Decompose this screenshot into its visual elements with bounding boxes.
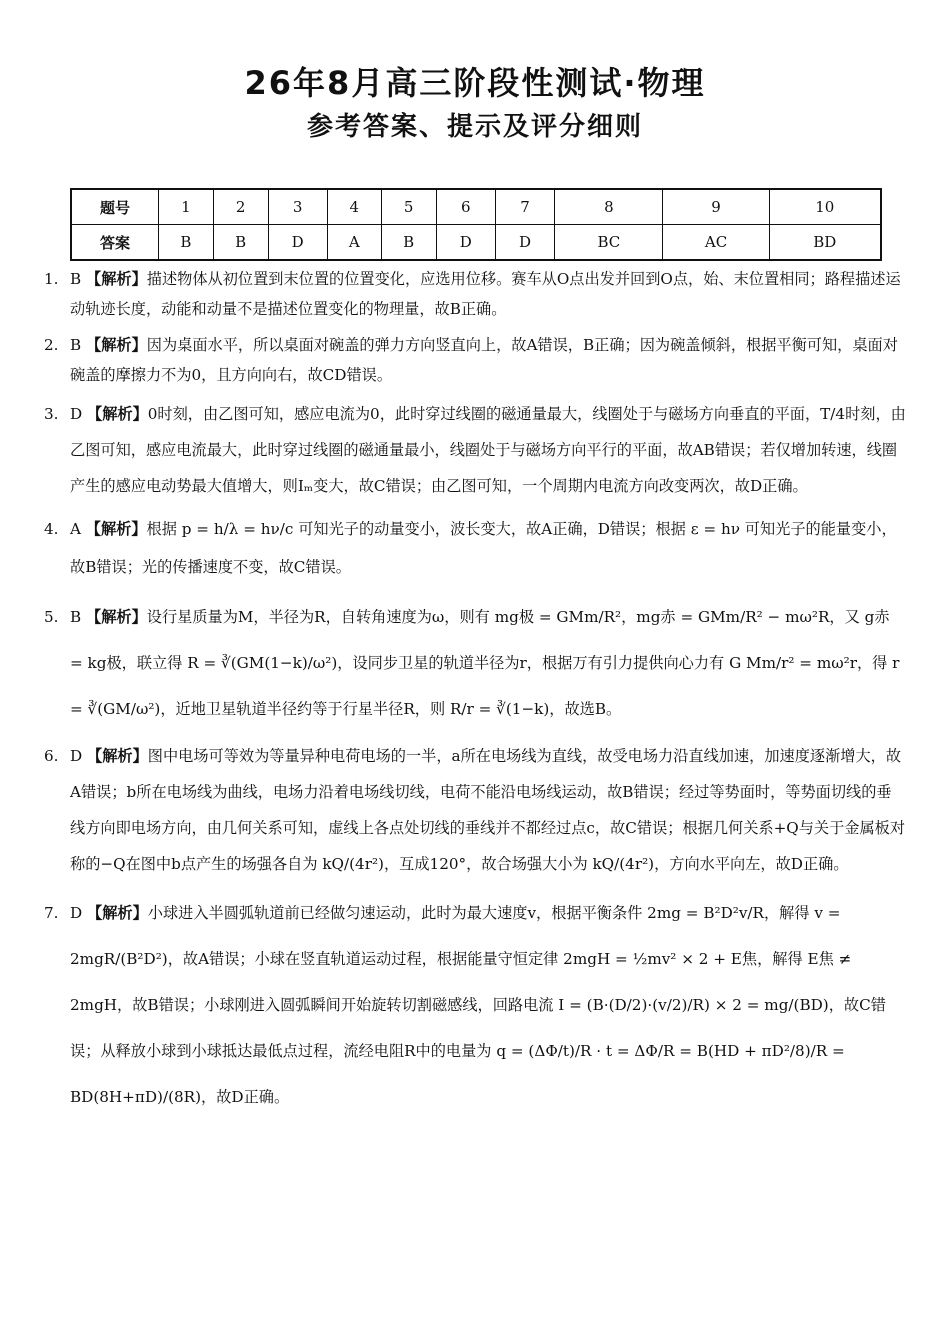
- item-answer: B: [70, 270, 82, 288]
- item-number: 4.: [44, 520, 59, 538]
- item-number: 5.: [44, 608, 59, 626]
- item-number: 3.: [44, 405, 59, 423]
- table-cell-number: 8: [555, 189, 663, 225]
- solution-item-3: [44, 396, 906, 504]
- table-header-number: 题号: [71, 189, 159, 225]
- item-number: 6.: [44, 747, 59, 765]
- solution-item-1: [44, 264, 906, 324]
- table-cell-number: 10: [769, 189, 881, 225]
- item-answer: D: [70, 904, 83, 922]
- item-number: 1.: [44, 270, 59, 288]
- analysis-tag: 【解析】: [87, 405, 148, 423]
- item-answer: D: [70, 747, 83, 765]
- solution-item-5: [44, 594, 906, 732]
- table-cell-answer: B: [159, 225, 214, 261]
- item-text: 根据 p = h/λ = hν/c 可知光子的动量变小，波长变大，故A正确，D错误；根据 ε = hν 可知光子的能量变小，故B错误；光的传播速度不变，故C错误。: [70, 520, 897, 576]
- answer-table-row-answers: [71, 225, 881, 261]
- page-title: 26年8月高三阶段性测试·物理: [244, 64, 706, 102]
- item-answer: D: [70, 405, 83, 423]
- answer-table-row-numbers: [71, 189, 881, 225]
- item-answer: A: [70, 520, 81, 538]
- item-answer: B: [70, 608, 82, 626]
- solution-item-4: [44, 510, 906, 586]
- table-cell-answer: B: [213, 225, 268, 261]
- item-text: 小球进入半圆弧轨道前已经做匀速运动，此时为最大速度v，根据平衡条件 2mg = B²D²v/R，解得 v = 2mgR/(B²D²)，故A错误；小球在竖直轨道运动过程，根据能量守恒定律 2mgH = ½mv² × 2 + E焦，解得 E焦 ≠ 2mgH，故B错误；小球刚进入圆弧瞬间开始旋转切割磁感线，回路电流 I = (B·(D/2)·(v/2)/R) × 2 = mg/(BD)，故C错误；从释放小球到小球抵达最低点过程，流经电阻R中的电量为 q = (ΔΦ/t)/R · t = ΔΦ/R = B(HD + πD²/8)/R = BD(8H+πD)/(8R)，故D正确。: [70, 904, 886, 1106]
- item-text: 图中电场可等效为等量异种电荷电场的一半，a所在电场线为直线，故受电场力沿直线加速，加速度逐渐增大，故A错误；b所在电场线为曲线，电场力沿着电场线切线，电荷不能沿电场线运动，故B错误；经过等势面时，等势面切线的垂线方向即电场方向，由几何关系可知，虚线上各点处切线的垂线并不都经过点c，故C错误；根据几何关系+Q与关于金属板对称的−Q在图中b点产生的场强各自为 kQ/(4r²)，互成120°，故合场强大小为 kQ/(4r²)，方向水平向左，故D正确。: [70, 747, 906, 873]
- analysis-tag: 【解析】: [87, 904, 148, 922]
- item-number: 7.: [44, 904, 59, 922]
- item-text: 0时刻，由乙图可知，感应电流为0，此时穿过线圈的磁通量最大，线圈处于与磁场方向垂直的平面，T/4时刻，由乙图可知，感应电流最大，此时穿过线圈的磁通量最小，线圈处于与磁场方向平行的平面，故AB错误；若仅增加转速，线圈产生的感应电动势最大值增大，则Iₘ变大，故C错误；由乙图可知，一个周期内电流方向改变两次，故D正确。: [70, 405, 906, 495]
- table-cell-number: 5: [381, 189, 436, 225]
- table-cell-answer: BD: [769, 225, 881, 261]
- page-subtitle: 参考答案、提示及评分细则: [306, 112, 643, 142]
- table-cell-answer: A: [327, 225, 381, 261]
- item-text: 描述物体从初位置到末位置的位置变化，应选用位移。赛车从O点出发并回到O点，始、末位置相同；路程描述运动轨迹长度，动能和动量不是描述位置变化的物理量，故B正确。: [70, 270, 901, 318]
- analysis-tag: 【解析】: [87, 747, 148, 765]
- table-cell-number: 7: [495, 189, 554, 225]
- answer-table: [70, 188, 882, 261]
- solution-item-6: [44, 738, 906, 882]
- analysis-tag: 【解析】: [86, 336, 147, 354]
- table-cell-answer: D: [268, 225, 327, 261]
- analysis-tag: 【解析】: [85, 520, 147, 538]
- table-cell-answer: AC: [663, 225, 769, 261]
- item-number: 2.: [44, 336, 59, 354]
- table-cell-number: 9: [663, 189, 769, 225]
- solution-item-2: [44, 330, 906, 390]
- table-cell-answer: B: [381, 225, 436, 261]
- analysis-tag: 【解析】: [86, 608, 147, 626]
- table-cell-number: 1: [159, 189, 214, 225]
- table-header-answer: 答案: [71, 225, 159, 261]
- table-cell-answer: D: [495, 225, 554, 261]
- table-cell-answer: D: [436, 225, 495, 261]
- table-cell-number: 4: [327, 189, 381, 225]
- table-cell-number: 2: [213, 189, 268, 225]
- table-cell-number: 6: [436, 189, 495, 225]
- solution-list: [44, 264, 906, 1122]
- item-answer: B: [70, 336, 82, 354]
- analysis-tag: 【解析】: [86, 270, 147, 288]
- item-text: 因为桌面水平，所以桌面对碗盖的弹力方向竖直向上，故A错误，B正确；因为碗盖倾斜，根据平衡可知，桌面对碗盖的摩擦力不为0，且方向向右，故CD错误。: [70, 336, 898, 384]
- solution-item-7: [44, 890, 906, 1120]
- item-text: 设行星质量为M，半径为R，自转角速度为ω，则有 mg极 = GMm/R²，mg赤 = GMm/R² − mω²R，又 g赤 = kg极，联立得 R = ∛(GM(1−k)/ω²)，设同步卫星的轨道半径为r，根据万有引力提供向心力有 G Mm/r² = mω²r，得 r = ∛(GM/ω²)，近地卫星轨道半径约等于行星半径R，则 R/r = ∛(1−k)，故选B。: [70, 608, 900, 718]
- table-cell-number: 3: [268, 189, 327, 225]
- table-cell-answer: BC: [555, 225, 663, 261]
